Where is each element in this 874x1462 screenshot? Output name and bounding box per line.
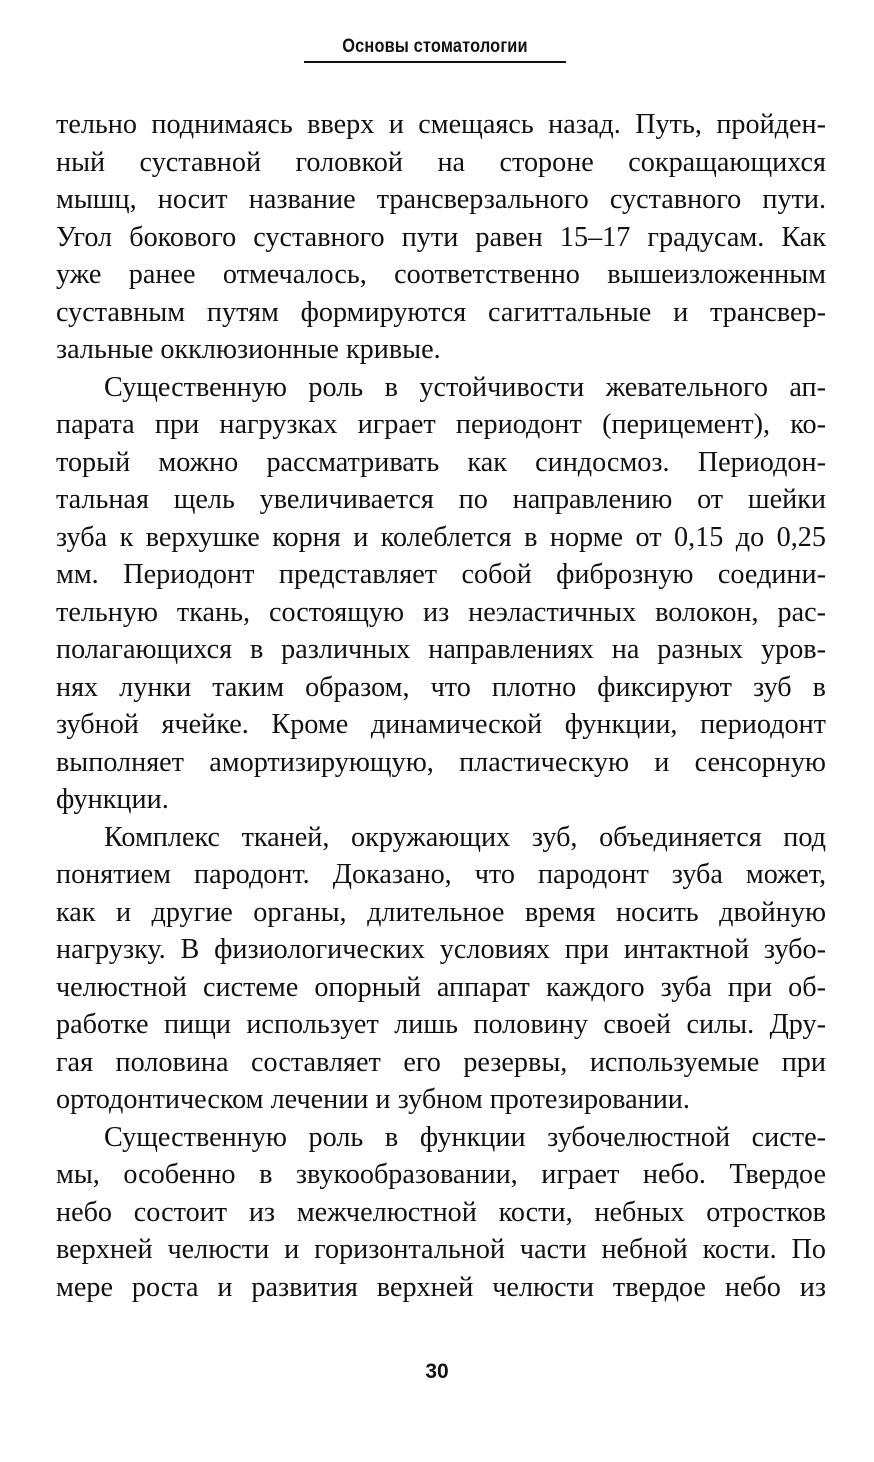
text-line: небо состоит из межчелюстной кости, небных отростков <box>56 1196 826 1228</box>
text-line: гая половина составляет его резервы, используемые при <box>56 1046 826 1078</box>
text-line: ортодонтическом лечении и зубном протезировании. <box>56 1084 690 1115</box>
text-line: нях лунки таким образом, что плотно фиксируют зуб в <box>56 671 826 703</box>
text-line: выполняет амортизирующую, пластическую и сенсорную <box>56 746 826 778</box>
running-header-title: Основы стоматологии <box>342 36 528 57</box>
running-header <box>304 30 566 64</box>
text-line: челюстной системе опорный аппарат каждого зуба при об- <box>56 971 826 1003</box>
page-number: 30 <box>425 1360 449 1383</box>
text-line: парата при нагрузках играет периодонт (перицемент), ко- <box>56 409 826 440</box>
text-line: зуба к верхушке корня и колеблется в норме от 0,15 до 0,25 <box>56 521 826 553</box>
text-line: зальные окклюзионные кривые. <box>56 334 441 365</box>
text-line: суставным путям формируются сагиттальные и трансвер- <box>56 296 826 328</box>
text-line: тальная щель увеличивается по направлению от шейки <box>56 484 826 515</box>
paragraph-3 <box>56 819 826 1119</box>
text-line: мышц, носит название трансверзального суставного пути. <box>56 184 826 215</box>
text-line: верхней челюсти и горизонтальной части небной кости. По <box>56 1234 826 1265</box>
running-header-rule <box>304 61 566 63</box>
text-line: мере роста и развития верхней челюсти твердое небо из <box>56 1271 826 1303</box>
text-line: функции. <box>56 784 169 815</box>
text-line: тельно поднимаясь вверх и смещаясь назад. Путь, пройден- <box>56 109 826 140</box>
text-line: Существенную роль в устойчивости жевательного ап- <box>104 371 826 403</box>
text-line: уже ранее отмечалось, соответственно вышеизложенным <box>56 259 826 290</box>
text-line: мы, особенно в звукообразовании, играет небо. Твердое <box>56 1159 826 1190</box>
text-line: Комплекс тканей, окружающих зуб, объединяется под <box>104 821 826 853</box>
text-line: Существенную роль в функции зубочелюстной систе- <box>104 1121 826 1153</box>
paragraph-1 <box>56 106 826 369</box>
text-line: торый можно рассматривать как синдосмоз. Периодон- <box>56 446 826 478</box>
text-line: нагрузку. В физиологических условиях при интактной зубо- <box>56 934 826 965</box>
text-line: тельную ткань, состоящую из неэластичных волокон, рас- <box>56 596 826 628</box>
paragraph-4 <box>56 1119 826 1307</box>
text-line: полагающихся в различных направлениях на разных уров- <box>56 634 826 665</box>
paragraph-2 <box>56 369 826 819</box>
text-line: как и другие органы, длительное время носить двойную <box>56 896 826 928</box>
text-line: мм. Периодонт представляет собой фиброзную соедини- <box>56 559 826 590</box>
text-line: понятием пародонт. Доказано, что пародонт зуба может, <box>56 859 826 890</box>
page-body <box>56 106 826 1306</box>
text-line: работке пищи использует лишь половину своей силы. Дру- <box>56 1009 826 1040</box>
text-line: Угол бокового суставного пути равен 15–17 градусам. Как <box>56 221 826 253</box>
text-line: зубной ячейке. Кроме динамической функции, периодонт <box>56 709 826 740</box>
text-line: ный суставной головкой на стороне сокращающихся <box>56 146 826 178</box>
